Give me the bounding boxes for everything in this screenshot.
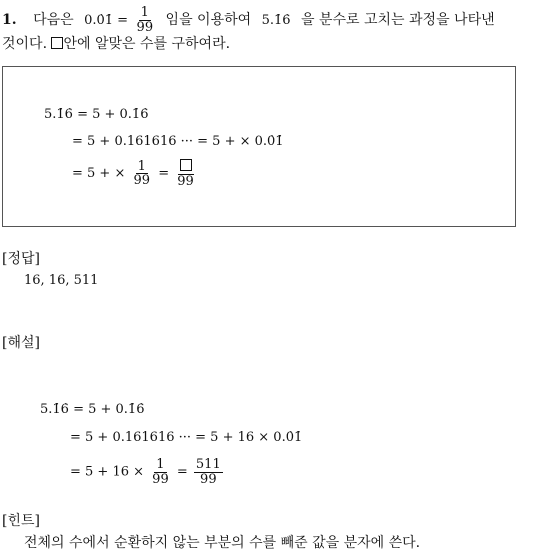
box-step-1: 5.1̇6̇ = 5 + 0.1̇6̇ xyxy=(44,107,149,122)
box-fraction-denominator: 99 xyxy=(133,173,151,189)
target-decimal: 5.1̇6̇ xyxy=(261,13,291,29)
fraction-denominator: 99 xyxy=(136,19,154,35)
fraction-one-over-99 xyxy=(135,6,156,34)
line2-text-b: 안에 알맞은 수를 구하여라. xyxy=(63,36,231,52)
box-answer-blank xyxy=(178,159,194,175)
box-fraction xyxy=(132,160,153,188)
problem-line-2 xyxy=(2,33,230,53)
hint-text: 전체의 수에서 순환하지 않는 부분의 수를 빼준 값을 분자에 쓴다. xyxy=(24,535,421,551)
box-answer-denominator: 99 xyxy=(177,173,194,189)
repeating-decimal-fact: 0.0̇1̇ = xyxy=(84,13,129,29)
box-step-2: = 5 + 0.161616 ··· = 5 + × 0.0̇1̇ xyxy=(72,134,284,149)
box-answer-fraction xyxy=(175,159,196,188)
explanation-result-denominator: 99 xyxy=(200,471,217,487)
explanation-step-3-lhs: = 5 + 16 × xyxy=(70,464,145,480)
hint-header: [힌트] xyxy=(2,513,40,529)
explanation-step-3-equals: = xyxy=(176,464,188,480)
blank-box-icon xyxy=(51,37,63,49)
box-fraction-numerator: 1 xyxy=(137,158,146,174)
explanation-result-numerator: 511 xyxy=(195,457,221,472)
explanation-step-3 xyxy=(70,458,225,486)
box-step-3 xyxy=(72,159,198,188)
problem-line-1 xyxy=(2,6,495,34)
box-step-3-lhs: = 5 + × xyxy=(72,166,126,182)
explanation-fraction xyxy=(150,458,171,486)
line2-text-a: 것이다. xyxy=(2,36,48,52)
intro-text-b: 임을 이용하여 xyxy=(165,12,252,29)
explanation-step-1: 5.1̇6̇ = 5 + 0.1̇6̇ xyxy=(40,402,145,417)
answer-text: 16, 16, 511 xyxy=(24,273,99,288)
fraction-numerator: 1 xyxy=(140,5,149,20)
explanation-fraction-numerator: 1 xyxy=(156,457,165,472)
answer-header: [정답] xyxy=(2,251,40,267)
explanation-fraction-denominator: 99 xyxy=(152,471,169,487)
explanation-result-fraction xyxy=(194,458,223,486)
box-step-3-equals: = xyxy=(158,166,170,182)
explanation-header: [해설] xyxy=(2,335,40,351)
intro-text-a: 다음은 xyxy=(33,12,74,29)
explanation-step-2: = 5 + 0.161616 ··· = 5 + 16 × 0.0̇1̇ xyxy=(70,430,303,445)
blank-box-icon xyxy=(180,159,192,171)
intro-text-c: 을 분수로 고치는 과정을 나타낸 xyxy=(301,12,495,29)
question-number: 1. xyxy=(2,12,17,29)
